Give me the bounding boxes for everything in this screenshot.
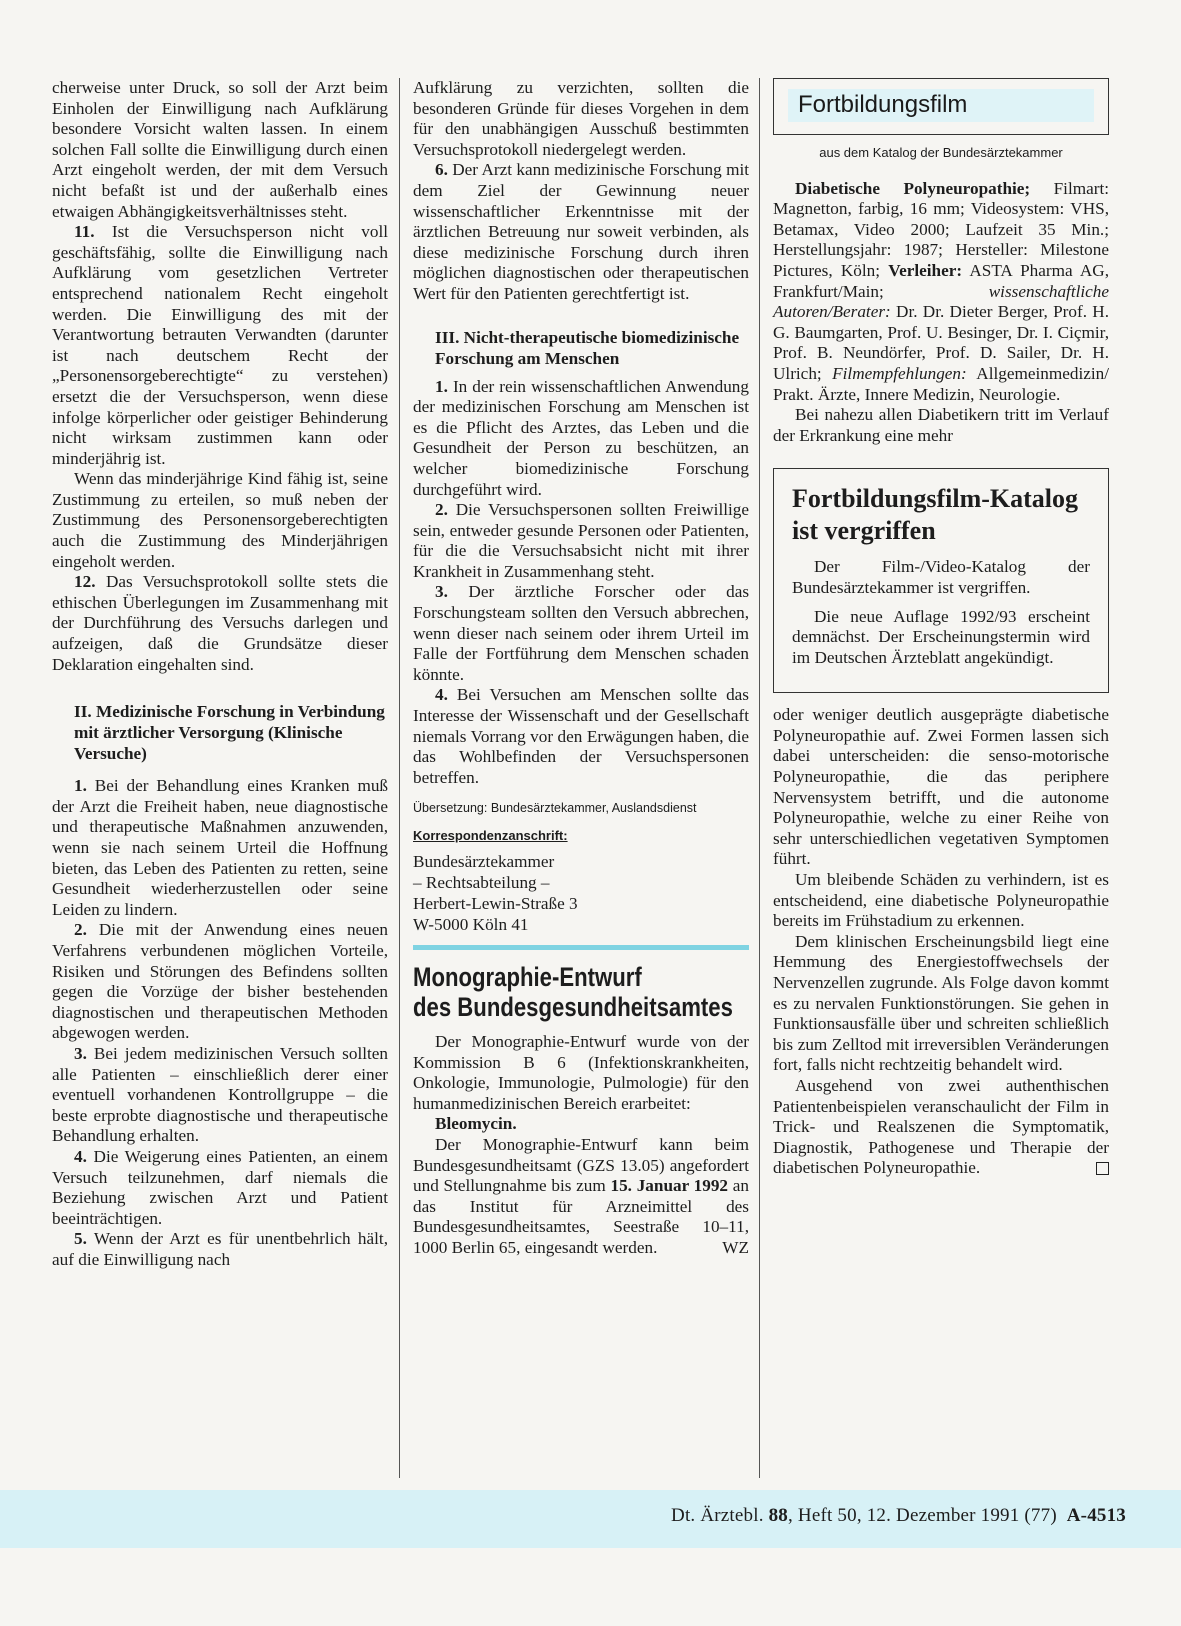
drug-name bbox=[413, 1114, 749, 1135]
accent-rule bbox=[413, 945, 749, 950]
paragraph bbox=[52, 776, 388, 920]
item-number: 4. bbox=[435, 685, 448, 705]
paragraph-text: Allgemeinmedizin/ Prakt. Ärzte, Innere Medizin, Neurologie. bbox=[773, 363, 1109, 404]
paragraph: cherweise unter Druck, so soll der Arzt beim Einholen der Einwilligung nach Aufklärung besondere Vorsicht walten lassen. In einem solchen Fall sollte die Einwilligung durch einen Arzt eingeholt werden, der mit dem Versuch nicht befaßt ist und der außerhalb eines etwaigen Abhängigkeitsverhältnisses steht. bbox=[52, 78, 388, 221]
column-divider bbox=[399, 78, 400, 1478]
column-left bbox=[52, 78, 388, 1270]
paragraph-text: Die Weigerung eines Patienten, an einem Versuch teilzunehmen, darf niemals die Beziehung zwischen Arzt und Patient beeinträchtigen. bbox=[52, 1146, 388, 1228]
translation-note: Übersetzung: Bundesärztekammer, Auslandsdienst bbox=[413, 801, 697, 816]
paragraph bbox=[413, 500, 749, 582]
address-line: Bundesärztekammer bbox=[413, 852, 555, 871]
paragraph bbox=[52, 1147, 388, 1229]
issue: , Heft 50, 12. Dezember 1991 (77) bbox=[788, 1505, 1057, 1526]
paragraph-text: an das Institut für Arzneimittel des Bundesgesundheitsamtes, Seestraße 10–11, 1000 Berlin 65, eingesandt werden. bbox=[413, 1176, 749, 1257]
item-number: 2. bbox=[435, 500, 448, 520]
paragraph: Der Monographie-Entwurf wurde von der Kommission B 6 (Infektionskrankheiten, Onkologie, Immunologie, Pulmologie) für den humanmedizinischen Bereich erarbeitet: bbox=[413, 1032, 749, 1113]
volume: 88 bbox=[768, 1505, 789, 1526]
deadline-date: 15. Januar 1992 bbox=[610, 1176, 729, 1196]
end-mark-icon bbox=[1096, 1162, 1109, 1175]
section-heading: II. Medizinische Forschung in Verbindung mit ärztlicher Versorgung (Klinische Versuche) bbox=[74, 702, 385, 764]
item-number: 1. bbox=[74, 776, 87, 796]
footer-citation bbox=[671, 1505, 1126, 1527]
paragraph bbox=[52, 1229, 388, 1270]
paragraph bbox=[52, 572, 388, 675]
paragraph-text: Das Versuchsprotokoll sollte stets die ethischen Überlegungen im Zusammenhang mit der Durchführung des Versuchs darlegen und aufzeigen, daß die Grundsätze dieser Deklaration eingehalten sind. bbox=[52, 572, 389, 674]
item-number: 11. bbox=[74, 222, 95, 242]
paragraph bbox=[413, 160, 749, 304]
paragraph bbox=[413, 1135, 749, 1259]
paragraph-text: Bei Versuchen am Menschen sollte das Interesse der Wissenschaft und der Gesellschaft niemals Vorrang vor den Erwägungen haben, die das Wohlbefinden der Versuchspersonen betreffen. bbox=[413, 685, 749, 787]
column-right bbox=[773, 78, 1109, 1179]
paragraph-text: Die Versuchspersonen sollten Freiwillige sein, entweder gesunde Personen oder Patienten, für die die Versuchsabsicht nicht mit ihrer Krankheit in Zusammenhang steht. bbox=[413, 500, 749, 581]
paragraph bbox=[52, 920, 388, 1044]
item-number: 12. bbox=[74, 572, 96, 592]
item-number: 5. bbox=[74, 1229, 87, 1249]
paragraph-text: ASTA Pharma AG, Frankfurt/Main; bbox=[773, 260, 1109, 301]
column-divider bbox=[759, 78, 760, 1478]
paragraph: Die neue Auflage 1992/93 erscheint demnächst. Der Erscheinungstermin wird im Deutschen Ärzteblatt angekündigt. bbox=[792, 606, 1090, 667]
paragraph-text: Der Arzt kann medizinische Forschung mit dem Ziel der Gewinnung neuer wissenschaftlicher Erkenntnisse mit der ärztlichen Betreuung nur soweit verbinden, als diese medizinische Forschung durch ihren möglichen diagnostischen oder therapeutischen Wert für den Patienten gerechtfertigt ist. bbox=[413, 160, 750, 303]
paragraph bbox=[773, 179, 1109, 406]
paragraph-text: Die mit der Anwendung eines neuen Verfahrens verbundenen möglichen Vorteile, Risiken und Störungen des Befindens sollten gegen die Vorzüge der bisher bestehenden diagnostischen und therapeutischen Methoden abgewogen werden. bbox=[52, 920, 388, 1043]
paragraph bbox=[52, 1044, 388, 1147]
film-box bbox=[773, 78, 1109, 135]
label: wissenschaftliche Autoren/Berater: bbox=[773, 281, 1109, 322]
article-title-line: des Bundesgesundheitsamtes bbox=[413, 992, 733, 1022]
item-number: 6. bbox=[435, 160, 448, 180]
label: Filmempfehlungen: bbox=[832, 363, 967, 383]
item-number: 1. bbox=[435, 376, 448, 396]
paragraph: Aufklärung zu verzichten, sollten die besonderen Gründe für dieses Vorgehen in dem für den unabhängigen Ausschuß bestimmten Versuchsprotokoll niedergelegt werden. bbox=[413, 78, 749, 159]
film-title: Diabetische Polyneuropathie; bbox=[795, 178, 1031, 198]
column-middle bbox=[413, 78, 749, 1259]
section-heading: III. Nicht-therapeutische biomedizinische Forschung am Menschen bbox=[435, 327, 740, 368]
paragraph bbox=[52, 222, 388, 469]
correspondence-title: Korrespondenzanschrift: bbox=[413, 828, 568, 844]
address-line: – Rechtsabteilung – bbox=[413, 873, 550, 892]
journal-name: Dt. Ärztebl. bbox=[671, 1505, 764, 1526]
item-number: 2. bbox=[74, 920, 87, 940]
notice-box bbox=[773, 468, 1109, 693]
address-line: Herbert-Lewin-Straße 3 bbox=[413, 894, 578, 913]
paragraph: Wenn das minderjährige Kind fähig ist, seine Zustimmung zu erteilen, so muß neben der Zustimmung des Personensorgeberechtigten auch die Zustimmung des Minderjährigen eingeholt werden. bbox=[52, 469, 388, 571]
article-title bbox=[413, 962, 733, 1022]
paragraph bbox=[413, 685, 749, 788]
paragraph: Der Film-/Video-Katalog der Bundesärztekammer ist vergriffen. bbox=[792, 557, 1090, 597]
paragraph-text: Bei jedem medizinischen Versuch sollten alle Patienten – einschließlich derer einer eventuell vorhandenen Kontrollgruppe – die beste erprobte diagnostische und therapeutische Behandlung erhalten. bbox=[52, 1043, 388, 1146]
paragraph-text: Der Monographie-Entwurf kann beim Bundesgesundheitsamt (GZS 13.05) angefordert und Stellungnahme bis zum bbox=[413, 1134, 749, 1196]
paragraph: Dem klinischen Erscheinungsbild liegt eine Hemmung des Energiestoffwechsels der Nervenzellen zugrunde. Als Folge davon kommt es zu nervalen Funktionstörungen. Sie gehen in Funktionsausfälle über und schreiten schließlich bis zum Zelltod mit irreversiblen Veränderungen fort, falls nicht rechtzeitig behandelt wird. bbox=[773, 931, 1109, 1075]
article-title-line: Monographie-Entwurf bbox=[413, 962, 642, 992]
page-number: A-4513 bbox=[1066, 1505, 1126, 1526]
paragraph-text: Dr. Dr. Dieter Berger, Prof. H. G. Baumgarten, Prof. U. Besinger, Dr. I. Ciçmir, Prof. B. Neundörfer, Prof. D. Sailer, Dr. H. Ulrich; bbox=[773, 302, 1110, 383]
box-subtitle: aus dem Katalog der Bundesärztekammer bbox=[819, 144, 1063, 160]
item-number: 3. bbox=[435, 582, 448, 602]
label: Verleiher: bbox=[888, 260, 963, 280]
item-number: 4. bbox=[74, 1146, 87, 1166]
paragraph-text: Filmart: Magnetton, farbig, 16 mm; Videosystem: VHS, Betamax, Video 2000; Laufzeit 35 Min.; Herstellungsjahr: 1987; Hersteller: Milestone Pictures, Köln; bbox=[773, 178, 1110, 280]
paragraph-text: Ist die Versuchsperson nicht voll geschäftsfähig, sollte die Einwilligung nach Aufklärung vom gesetzlichen Vertreter entsprechend nationalem Recht eingeholt werden. Die Einwilligung des mit der Verantwortung betrauten Verwandten (darunter ist nach deutschem Recht der „Personensorgeberechtigte“ zu verstehen) ersetzt die der Versuchsperson, wenn diese infolge körperlicher oder geistiger Behinderung nicht wirksam zustimmen kann oder minderjährig ist. bbox=[52, 222, 389, 468]
item-number: 3. bbox=[74, 1043, 87, 1063]
paragraph bbox=[413, 377, 749, 501]
paragraph: Um bleibende Schäden zu verhindern, ist es entscheidend, eine diabetische Polyneuropathie bereits im Frühstadium zu erkennen. bbox=[773, 870, 1109, 931]
paragraph-text: Ausgehend von zwei authenthischen Patientenbeispielen veranschaulicht der Film in Trick- und Realszenen die Symptomatik, Diagnostik, Pathogenese und Therapie der diabetischen Polyneuropathie. bbox=[773, 1075, 1109, 1178]
paragraph-text: Bei der Behandlung eines Kranken muß der Arzt die Freiheit haben, neue diagnostische und therapeutische Maßnahmen anzuwenden, wenn sie nach seinem Urteil die Hoffnung bieten, das Leben des Patienten zu retten, seine Gesundheit wiederherzustellen oder seine Leiden zu lindern. bbox=[52, 776, 389, 919]
paragraph-text: Wenn der Arzt es für unentbehrlich hält, auf die Einwilligung nach bbox=[52, 1229, 388, 1269]
address-line: W-5000 Köln 41 bbox=[413, 915, 529, 934]
box-title: Fortbildungsfilm bbox=[788, 89, 1094, 122]
paragraph-text: In der rein wissenschaftlichen Anwendung der medizinischen Forschung am Menschen ist es die Pflicht des Arztes, das Leben und die Gesundheit der Person zu beschützen, an welcher biomedizinische Forschung durchgeführt wird. bbox=[413, 376, 749, 499]
paragraph-text: Der ärztliche Forscher oder das Forschungsteam sollten den Versuch abbrechen, wenn dieser nach seinem oder ihrem Urteil im Falle der Fortführung dem Menschen schaden könnte. bbox=[413, 582, 750, 684]
paragraph bbox=[773, 1076, 1109, 1179]
box-title: Fortbildungsfilm-Katalog ist vergriffen bbox=[792, 484, 1079, 546]
paragraph: oder weniger deutlich ausgeprägte diabetische Polyneuropathie auf. Zwei Formen lassen sich dabei unterscheiden: die senso-motorische Polyneuropathie, die das periphere Nervensystem betrifft, und die autonome Polyneuropathie, welche zu einer Reihe von sehr unterschiedlichen vegetativen Symptomen führt. bbox=[773, 705, 1109, 869]
paragraph bbox=[413, 582, 749, 685]
drug-name-text: Bleomycin. bbox=[435, 1114, 517, 1134]
paragraph: Bei nahezu allen Diabetikern tritt im Verlauf der Erkrankung eine mehr bbox=[773, 405, 1109, 445]
author-initials: WZ bbox=[722, 1237, 749, 1257]
